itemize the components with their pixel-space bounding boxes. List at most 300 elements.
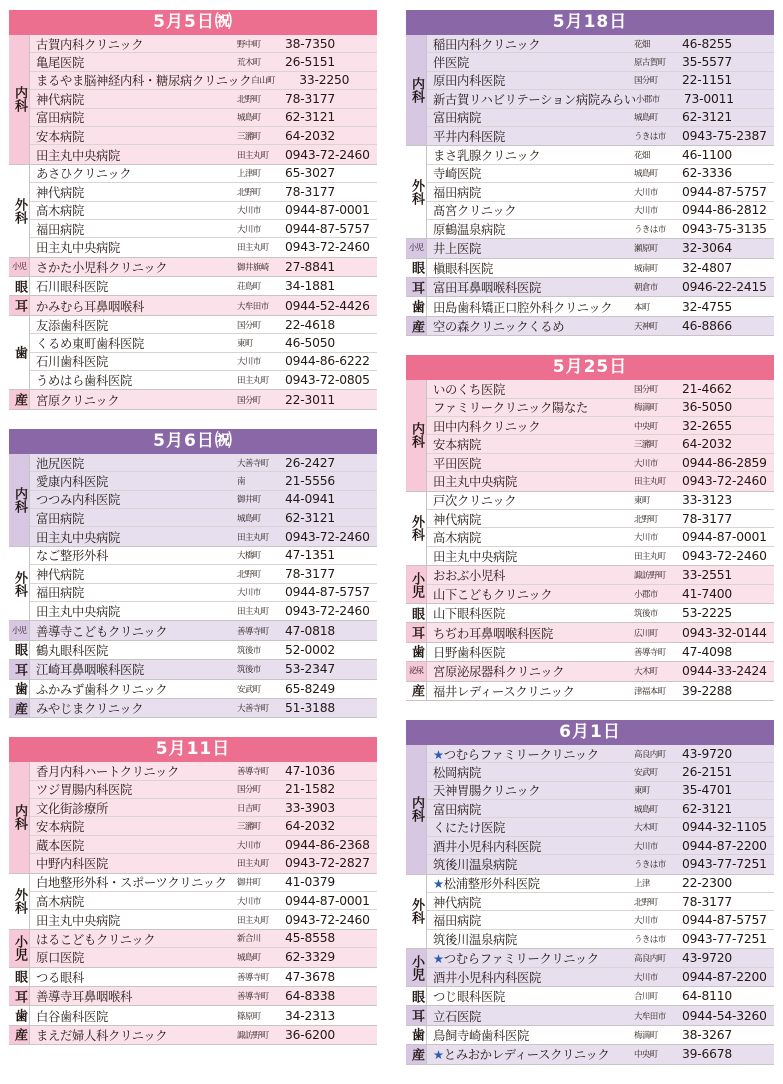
schedule-block — [9, 737, 377, 1045]
clinic-phone: 22-3011 — [285, 392, 335, 407]
clinic-phone: 62-3336 — [682, 166, 732, 181]
clinic-row — [427, 643, 774, 661]
clinic-area: 小郡市 — [634, 589, 658, 600]
clinic-name: 白谷歯科医院 — [36, 1009, 108, 1024]
clinic-rows — [30, 547, 377, 621]
clinic-phone: 64-2032 — [285, 819, 335, 834]
clinic-rows — [427, 566, 774, 603]
department-group — [406, 623, 774, 642]
clinic-phone: 22-4618 — [285, 317, 335, 332]
clinic-name: 伴医院 — [433, 56, 469, 71]
clinic-rows — [427, 604, 774, 622]
department-label: 産 — [9, 390, 30, 408]
clinic-phone: 33-3123 — [682, 493, 732, 508]
clinic-rows — [427, 278, 774, 296]
clinic-rows — [427, 239, 774, 257]
department-label: 産 — [406, 682, 427, 700]
clinic-area: 田主丸町 — [237, 607, 269, 618]
clinic-row — [427, 146, 774, 164]
clinic-area: 国分町 — [237, 320, 261, 331]
clinic-phone: 21-5556 — [285, 473, 335, 488]
department-label: 耳 — [9, 987, 30, 1005]
clinic-name: くるめ東町歯科医院 — [36, 336, 144, 351]
clinic-row — [30, 127, 377, 145]
department-group — [406, 604, 774, 623]
clinic-row — [30, 602, 377, 620]
clinic-name: 中野内科医院 — [36, 857, 108, 872]
clinic-name: 宮原泌尿器科クリニック — [433, 665, 565, 680]
clinic-name: ★松浦整形外科医院 — [433, 877, 540, 892]
department-label: 内科 — [9, 454, 30, 546]
department-label: 眼 — [406, 604, 427, 622]
clinic-area: 御井旗崎 — [237, 262, 269, 273]
clinic-phone: 0943-77-7251 — [682, 857, 767, 872]
clinic-area: うきは市 — [634, 225, 666, 236]
clinic-area: 筑後市 — [237, 665, 261, 676]
department-group — [9, 968, 377, 987]
date-header: 6月1日 — [406, 720, 774, 745]
clinic-rows — [427, 623, 774, 641]
department-label: 外科 — [406, 146, 427, 238]
clinic-rows — [30, 1026, 377, 1044]
clinic-name: 平田医院 — [433, 456, 481, 471]
clinic-name: 善導寺耳鼻咽喉科 — [36, 990, 132, 1005]
clinic-phone: 0944-87-5757 — [682, 913, 767, 928]
clinic-name: 田主丸中央病院 — [36, 913, 120, 928]
clinic-phone: 78-3177 — [682, 894, 732, 909]
clinic-area: 田主丸町 — [237, 915, 269, 926]
clinic-rows — [427, 987, 774, 1005]
clinic-row — [427, 239, 774, 257]
clinic-name: 鶴丸眼科医院 — [36, 643, 108, 658]
clinic-name: 善導寺こどもクリニック — [36, 624, 168, 639]
clinic-name: 井上医院 — [433, 242, 481, 257]
clinic-phone: 0944-86-6222 — [285, 354, 370, 369]
department-label: 耳 — [406, 278, 427, 296]
clinic-area: 大川市 — [634, 458, 658, 469]
clinic-name: 平井内科医院 — [433, 130, 505, 145]
clinic-phone: 65-8249 — [285, 681, 335, 696]
clinic-area: 北野町 — [634, 514, 658, 525]
clinic-name: まえだ婦人科クリニック — [36, 1028, 168, 1043]
clinic-name: 富田病院 — [433, 111, 481, 126]
clinic-name: 白地整形外科・スポーツクリニック — [36, 876, 227, 891]
clinic-name: 田主丸中央病院 — [36, 241, 120, 256]
clinic-row — [427, 911, 774, 929]
department-label: 外科 — [9, 165, 30, 257]
clinic-row — [30, 854, 377, 872]
clinic-name: 福井レディースクリニック — [433, 684, 575, 699]
department-group — [9, 454, 377, 547]
clinic-area: 安武町 — [237, 684, 261, 695]
department-label: 小児 — [9, 621, 30, 639]
clinic-area: 合川町 — [634, 992, 658, 1003]
clinic-phone: 34-2313 — [285, 1008, 335, 1023]
clinic-row — [30, 334, 377, 352]
clinic-row — [30, 509, 377, 527]
clinic-row — [427, 399, 774, 417]
clinic-area: 国分町 — [237, 395, 261, 406]
clinic-phone: 21-4662 — [682, 381, 732, 396]
clinic-name: 富田病院 — [36, 511, 84, 526]
department-group — [406, 278, 774, 297]
clinic-row — [427, 1006, 774, 1024]
clinic-name: くにたけ医院 — [433, 821, 505, 836]
clinic-name: 松岡病院 — [433, 765, 481, 780]
clinic-phone: 33-3903 — [285, 800, 335, 815]
clinic-row — [30, 699, 377, 717]
clinic-row — [30, 641, 377, 659]
clinic-name: 蔵本医院 — [36, 838, 84, 853]
department-group — [9, 316, 377, 391]
clinic-row — [30, 1026, 377, 1044]
clinic-phone: 0944-87-0001 — [285, 203, 370, 218]
clinic-phone: 36-6200 — [285, 1027, 335, 1042]
clinic-area: 善導寺町 — [237, 992, 269, 1003]
clinic-phone: 0944-52-4426 — [285, 298, 370, 313]
department-label: 内科 — [406, 380, 427, 490]
clinic-rows — [427, 297, 774, 315]
clinic-phone: 22-2300 — [682, 876, 732, 891]
clinic-phone: 78-3177 — [285, 184, 335, 199]
department-group — [406, 239, 774, 258]
clinic-row — [30, 1006, 377, 1024]
clinic-name: 神代病院 — [36, 567, 84, 582]
department-group — [406, 259, 774, 278]
department-group — [9, 547, 377, 622]
clinic-name: いのくち医院 — [433, 382, 505, 397]
clinic-phone: 0943-72-2460 — [285, 240, 370, 255]
clinic-area: 原古賀町 — [634, 58, 666, 69]
clinic-area: うきは市 — [634, 934, 666, 945]
clinic-name: 鳥飼寺崎歯科医院 — [433, 1028, 529, 1043]
clinic-area: 大川市 — [634, 206, 658, 217]
clinic-area: 花畑 — [634, 39, 650, 50]
clinic-rows — [30, 390, 377, 408]
clinic-area: 城島町 — [634, 169, 658, 180]
clinic-phone: 0943-32-0144 — [682, 625, 767, 640]
clinic-name: 古賀内科クリニック — [36, 37, 144, 52]
clinic-row — [30, 930, 377, 948]
clinic-row — [427, 837, 774, 855]
department-group — [9, 165, 377, 258]
clinic-rows — [30, 454, 377, 546]
department-label: 泌尿 — [406, 662, 427, 680]
clinic-phone: 78-3177 — [682, 511, 732, 526]
clinic-row — [427, 297, 774, 315]
schedule-block — [406, 720, 774, 1065]
date-header: 5月11日 — [9, 737, 377, 762]
clinic-rows — [427, 949, 774, 986]
left-column — [9, 10, 377, 1064]
department-label: 眼 — [9, 277, 30, 295]
clinic-area: 善導寺町 — [237, 972, 269, 983]
clinic-phone: 39-6678 — [682, 1047, 732, 1062]
clinic-phone: 26-5151 — [285, 55, 335, 70]
clinic-name: ★つむらファミリークリニック — [433, 747, 599, 762]
clinic-rows — [30, 35, 377, 164]
department-label: 耳 — [406, 1006, 427, 1024]
department-group — [406, 566, 774, 604]
clinic-name: 原田内科医院 — [433, 74, 505, 89]
clinic-name: つじ眼科医院 — [433, 990, 505, 1005]
clinic-area: 大牟田市 — [634, 1011, 666, 1022]
clinic-name: 池尻医院 — [36, 456, 84, 471]
department-label: 眼 — [9, 641, 30, 659]
clinic-row — [427, 745, 774, 763]
clinic-name: まさ乳腺クリニック — [433, 149, 541, 164]
clinic-rows — [30, 930, 377, 967]
clinic-name: 福田病院 — [433, 914, 481, 929]
clinic-area: 東町 — [634, 786, 650, 797]
clinic-row — [30, 762, 377, 780]
clinic-name: 富田病院 — [433, 802, 481, 817]
clinic-area: 大橋町 — [237, 551, 261, 562]
clinic-row — [30, 799, 377, 817]
clinic-phone: 46-8255 — [682, 36, 732, 51]
clinic-area: 諏訪野町 — [634, 570, 666, 581]
clinic-name: 寺崎医院 — [433, 167, 481, 182]
clinic-name: 江崎耳鼻咽喉科医院 — [36, 663, 144, 678]
department-group — [9, 660, 377, 679]
clinic-area: 高良内町 — [634, 749, 666, 760]
clinic-row — [30, 109, 377, 127]
clinic-phone: 33-2250 — [299, 73, 350, 88]
clinic-row — [30, 371, 377, 389]
clinic-area: 広川町 — [634, 628, 658, 639]
clinic-row — [427, 220, 774, 238]
clinic-area: 中央町 — [634, 1050, 658, 1061]
clinic-row — [30, 491, 377, 509]
clinic-row — [30, 145, 377, 163]
clinic-phone: 0944-87-5757 — [682, 184, 767, 199]
clinic-name: 山下眼科医院 — [433, 607, 505, 622]
department-group — [406, 875, 774, 950]
department-group — [9, 277, 377, 296]
clinic-row — [427, 763, 774, 781]
clinic-area: 野中町 — [237, 39, 261, 50]
clinic-area: 梅満町 — [634, 1030, 658, 1041]
clinic-name: 香月内科ハートクリニック — [36, 764, 179, 779]
clinic-row — [427, 109, 774, 127]
clinic-area: 城島町 — [237, 953, 261, 964]
clinic-phone: 45-8558 — [285, 931, 335, 946]
clinic-rows — [30, 762, 377, 872]
clinic-row — [427, 202, 774, 220]
clinic-name: つつみ内科医院 — [36, 493, 120, 508]
clinic-area: 大木町 — [634, 823, 658, 834]
clinic-area: 御井町 — [237, 878, 261, 889]
clinic-name: 石川眼科医院 — [36, 280, 108, 295]
clinic-phone: 62-3329 — [285, 950, 335, 965]
clinic-rows — [30, 660, 377, 678]
clinic-row — [30, 892, 377, 910]
clinic-name: 原鶴温泉病院 — [433, 223, 505, 238]
clinic-phone: 78-3177 — [285, 91, 335, 106]
clinic-row — [30, 948, 377, 966]
clinic-area: 大善寺町 — [237, 704, 269, 715]
clinic-phone: 0943-72-0805 — [285, 373, 370, 388]
department-label: 歯 — [406, 1026, 427, 1044]
clinic-rows — [30, 641, 377, 659]
clinic-area: 大川市 — [237, 896, 261, 907]
clinic-name: 酒井小児科内科医院 — [433, 839, 541, 854]
clinic-name: 田主丸中央病院 — [433, 475, 517, 490]
clinic-area: 朝倉市 — [634, 283, 658, 294]
clinic-area: 上津 — [634, 879, 650, 890]
clinic-row — [427, 380, 774, 398]
department-group — [406, 1026, 774, 1045]
right-column — [406, 10, 774, 1084]
clinic-area: 田主丸町 — [237, 243, 269, 254]
clinic-name: 高木病院 — [36, 204, 84, 219]
clinic-rows — [427, 380, 774, 490]
clinic-area: 高良内町 — [634, 953, 666, 964]
department-group — [406, 949, 774, 987]
clinic-area: 津福本町 — [634, 686, 666, 697]
clinic-phone: 26-2151 — [682, 764, 732, 779]
clinic-row — [427, 472, 774, 490]
clinic-row — [30, 836, 377, 854]
clinic-phone: 41-7400 — [682, 586, 732, 601]
clinic-area: 大川市 — [237, 588, 261, 599]
department-label: 歯 — [406, 297, 427, 315]
clinic-name: 神代病院 — [433, 512, 481, 527]
date-header: 5月6日㈷ — [9, 429, 377, 454]
department-group — [406, 987, 774, 1006]
clinic-name: 高木病院 — [36, 894, 84, 909]
clinic-phone: 0943-72-2460 — [682, 548, 767, 563]
clinic-row — [427, 547, 774, 565]
clinic-row — [30, 817, 377, 835]
clinic-rows — [30, 987, 377, 1005]
clinic-phone: 51-3188 — [285, 701, 335, 716]
clinic-rows — [30, 296, 377, 314]
clinic-phone: 0944-87-5757 — [285, 221, 370, 236]
department-group — [406, 380, 774, 491]
clinic-row — [30, 987, 377, 1005]
department-label: 外科 — [406, 492, 427, 566]
clinic-rows — [427, 1026, 774, 1044]
clinic-rows — [30, 968, 377, 986]
clinic-area: 田主丸町 — [237, 376, 269, 387]
clinic-row — [30, 90, 377, 108]
clinic-name: ツジ胃腸内科医院 — [36, 783, 132, 798]
clinic-phone: 0944-54-3260 — [682, 1008, 767, 1023]
clinic-name: ちぢわ耳鼻咽喉科医院 — [433, 626, 553, 641]
clinic-rows — [427, 682, 774, 700]
department-group — [9, 641, 377, 660]
clinic-phone: 0943-72-2460 — [285, 912, 370, 927]
clinic-phone: 0944-86-2368 — [285, 837, 370, 852]
department-label: 内科 — [9, 762, 30, 872]
department-group — [406, 745, 774, 875]
clinic-name: 稲田内科クリニック — [433, 37, 541, 52]
department-group — [9, 296, 377, 315]
department-group — [406, 492, 774, 567]
clinic-area: 花畑 — [634, 151, 650, 162]
clinic-phone: 21-1582 — [285, 782, 335, 797]
department-label: 外科 — [9, 874, 30, 929]
clinic-area: 城南町 — [634, 263, 658, 274]
clinic-row — [427, 604, 774, 622]
department-group — [406, 643, 774, 662]
schedule-block — [9, 429, 377, 718]
clinic-phone: 53-2347 — [285, 662, 335, 677]
clinic-area: 大川市 — [237, 840, 261, 851]
clinic-phone: 62-3121 — [285, 110, 335, 125]
department-label: 眼 — [406, 259, 427, 277]
clinic-name: 立石医院 — [433, 1009, 481, 1024]
department-group — [9, 35, 377, 165]
clinic-phone: 43-9720 — [682, 950, 732, 965]
clinic-name: 酒井小児科内科医院 — [433, 970, 541, 985]
department-group — [406, 1006, 774, 1025]
clinic-row — [427, 987, 774, 1005]
clinic-row — [427, 855, 774, 873]
clinic-row — [427, 818, 774, 836]
clinic-row — [427, 259, 774, 277]
clinic-row — [30, 781, 377, 799]
department-label: 耳 — [406, 623, 427, 641]
clinic-area: 中央町 — [634, 421, 658, 432]
clinic-area: 梅満町 — [634, 403, 658, 414]
clinic-phone: 62-3121 — [682, 110, 732, 125]
clinic-name: 文化街診療所 — [36, 801, 108, 816]
clinic-area: 善導寺町 — [634, 647, 666, 658]
department-group — [9, 1026, 377, 1045]
department-group — [9, 1006, 377, 1025]
clinic-phone: 53-2225 — [682, 606, 732, 621]
clinic-phone: 38-7350 — [285, 36, 335, 51]
clinic-name: はるこどもクリニック — [36, 932, 156, 947]
department-label: 小児 — [9, 930, 30, 967]
clinic-name: 安本病院 — [36, 129, 84, 144]
clinic-phone: 26-2427 — [285, 455, 335, 470]
clinic-area: 白山町 — [251, 76, 275, 87]
clinic-area: うきは市 — [634, 132, 666, 143]
clinic-rows — [427, 745, 774, 874]
clinic-phone: 62-3121 — [285, 510, 335, 525]
schedule-block — [406, 10, 774, 336]
clinic-phone: 47-4098 — [682, 644, 732, 659]
clinic-phone: 34-1881 — [285, 279, 335, 294]
clinic-row — [427, 90, 774, 108]
clinic-name: さかた小児科クリニック — [36, 260, 168, 275]
clinic-name: おおぶ小児科 — [433, 568, 505, 583]
clinic-area: 大牟田市 — [237, 301, 269, 312]
clinic-row — [427, 1026, 774, 1044]
clinic-area: 東町 — [237, 338, 253, 349]
clinic-phone: 0944-87-2200 — [682, 838, 767, 853]
clinic-phone: 47-1351 — [285, 548, 335, 563]
clinic-row — [30, 565, 377, 583]
clinic-name: 安本病院 — [433, 438, 481, 453]
clinic-row — [427, 949, 774, 967]
clinic-phone: 46-5050 — [285, 335, 335, 350]
clinic-name: 筑後川温泉病院 — [433, 932, 517, 947]
department-group — [9, 699, 377, 718]
clinic-phone: 0944-86-2812 — [682, 203, 767, 218]
clinic-area: 田主丸町 — [634, 477, 666, 488]
clinic-row — [427, 662, 774, 680]
clinic-rows — [427, 643, 774, 661]
clinic-phone: 43-9720 — [682, 746, 732, 761]
clinic-rows — [30, 258, 377, 276]
clinic-area: 大木町 — [634, 667, 658, 678]
clinic-rows — [30, 874, 377, 929]
date-header: 5月25日 — [406, 355, 774, 380]
